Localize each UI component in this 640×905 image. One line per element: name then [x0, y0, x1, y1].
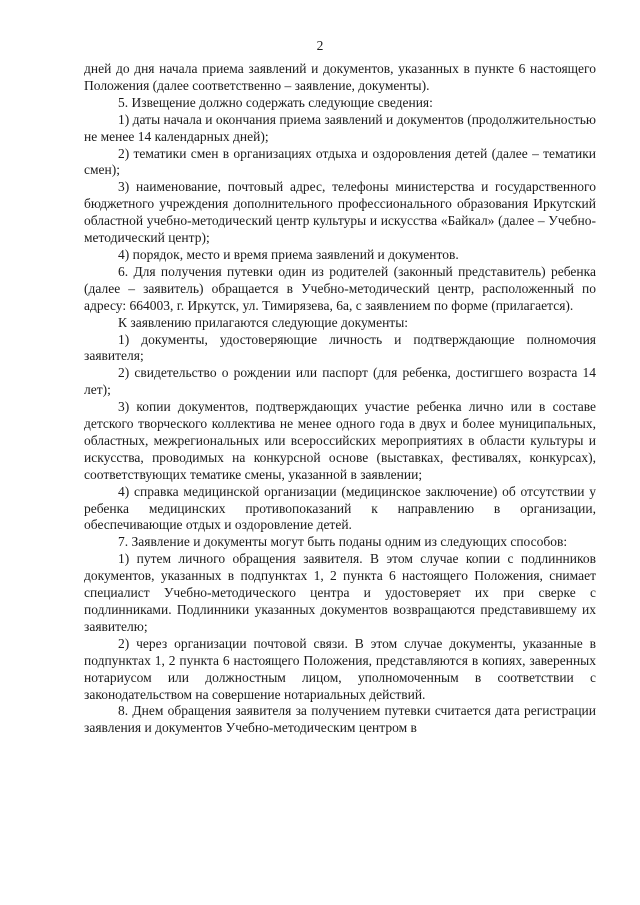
paragraph-clause-6-3: 3) копии документов, подтверждающих участие ребенка лично или в составе детского творческого коллектива не менее одного года в двух и более муниципальных, областных, межрегиональных или всероссийских мероприятиях в области культуры и искусства, проводимых на конкурсной основе (выставках, фестивалях, конкурсах), соответствующих тематике смены, указанной в заявлении;: [84, 399, 596, 482]
paragraph-clause-6-1: 1) документы, удостоверяющие личность и подтверждающие полномочия заявителя;: [84, 331, 596, 364]
paragraph-clause-5-3: 3) наименование, почтовый адрес, телефоны министерства и государственного бюджетного учреждения дополнительного профессионального образования Иркутский областной учебно-методический центр культуры и искусства «Байкал» (далее – Учебно-методический центр);: [84, 179, 596, 246]
paragraph-clause-7-2: 2) через организации почтовой связи. В этом случае документы, указанные в подпунктах 1, 2 пункта 6 настоящего Положения, представляются в копиях, заверенных нотариусом или должностным лицом, уполномоченным в соответствии с законодательством на совершение нотариальных действий.: [84, 635, 596, 702]
paragraph-clause-6-intro: К заявлению прилагаются следующие документы:: [118, 314, 409, 330]
paragraph-clause-7: 7. Заявление и документы могут быть поданы одним из следующих способов:: [118, 534, 568, 550]
paragraph-clause-6: 6. Для получения путевки один из родителей (законный представитель) ребенка (далее – заявитель) обращается в Учебно-методический центр, расположенный по адресу: 664003, г. Иркутск, ул. Тимирязева, 6а, с заявлением по форме (прилагается).: [84, 263, 596, 313]
page-number: 2: [316, 38, 324, 53]
paragraph-clause-5-2: 2) тематики смен в организациях отдыха и оздоровления детей (далее – тематики смен);: [84, 145, 596, 178]
paragraph-clause-5-1: 1) даты начала и окончания приема заявлений и документов (продолжительностью не менее 14 календарных дней);: [84, 111, 596, 144]
paragraph-clause-7-1: 1) путем личного обращения заявителя. В этом случае копии с подлинников документов, указанных в подпунктах 1, 2 пункта 6 настоящего Положения, снимает специалист Учебно-методического центра и удостоверяет их при сверке с подлинниками. Подлинники указанных документов возвращаются представившему их заявителю;: [84, 551, 596, 634]
paragraph-clause-5: 5. Извещение должно содержать следующие сведения:: [118, 94, 433, 110]
paragraph-clause-8: 8. Днем обращения заявителя за получением путевки считается дата регистрации заявления и документов Учебно-методическим центром в: [84, 703, 596, 736]
paragraph-clause-5-4: 4) порядок, место и время приема заявлений и документов.: [118, 246, 459, 262]
paragraph-clause-6-4: 4) справка медицинской организации (медицинское заключение) об отсутствии у ребенка медицинских противопоказаний к направлению в организации, обеспечивающие отдых и оздоровление детей.: [84, 483, 596, 533]
document-body: [84, 61, 596, 737]
paragraph-clause-6-2: 2) свидетельство о рождении или паспорт (для ребенка, достигшего возраста 14 лет);: [84, 365, 596, 398]
paragraph-continuation: дней до дня начала приема заявлений и документов, указанных в пункте 6 настоящего Положения (далее соответственно – заявление, документы).: [84, 61, 596, 93]
